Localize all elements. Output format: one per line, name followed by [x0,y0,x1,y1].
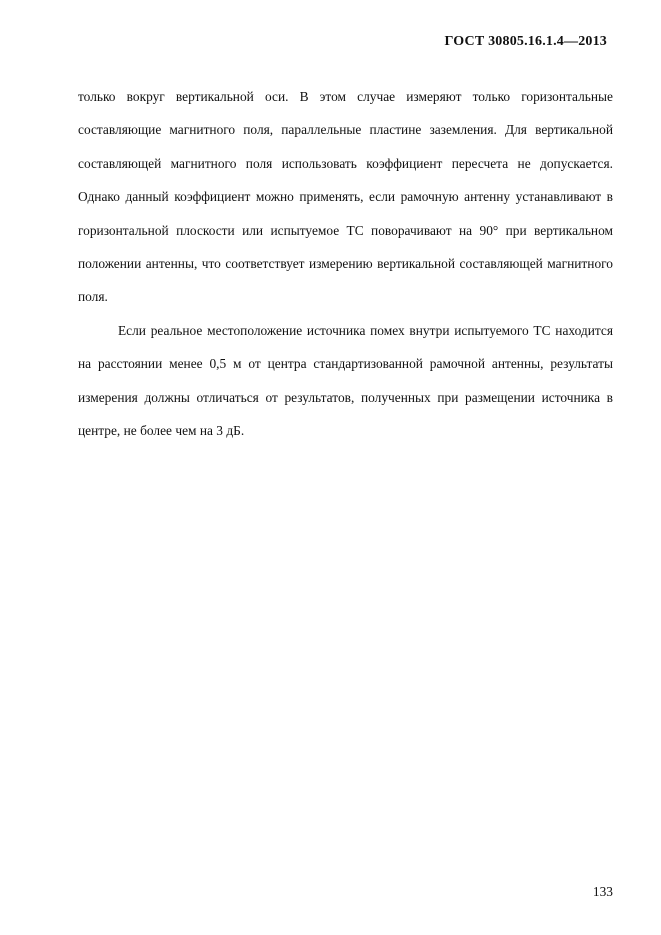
page-number: 133 [592,884,613,899]
document-header [445,34,607,50]
standard-designation: ГОСТ 30805.16.1.4—2013 [444,34,607,49]
paragraph-source-location: Если реальное местоположение источника помех внутри испытуемого ТС находится на расстоянии менее 0,5 м от центра стандартизованной рамочной антенны, результаты измерения должны отличаться от результатов, полученных при размещении источника в центре, не более чем на 3 дБ. [78,322,613,439]
paragraph-continuation: только вокруг вертикальной оси. В этом случае измеряют только горизонтальные составляющие магнитного поля, параллельные пластине заземления. Для вертикальной составляющей магнитного поля использовать коэффициент пересчета не допускается. Однако данный коэффициент можно применять, если рамочную антенну устанавливают в горизонтальной плоскости или испытуемое ТС поворачивают на 90° при вертикальном положении антенны, что соответствует измерению вертикальной составляющей магнитного поля. [78,89,613,305]
document-body [78,80,613,447]
